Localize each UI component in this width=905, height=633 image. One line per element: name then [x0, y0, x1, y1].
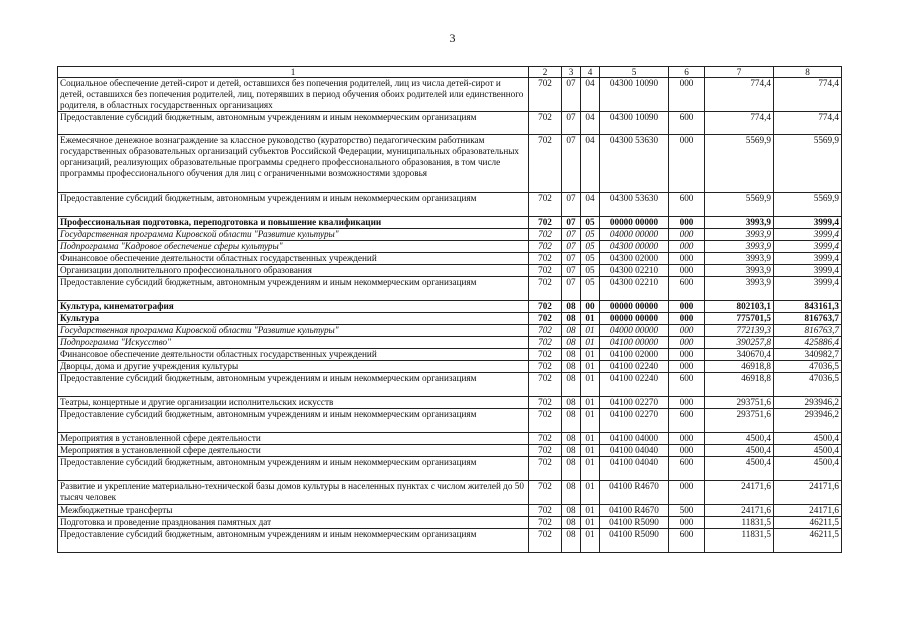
row-expense-type: 600 — [669, 193, 705, 217]
page-number: 3 — [449, 31, 456, 45]
row-expense-type: 000 — [669, 253, 705, 265]
row-section: 08 — [562, 301, 581, 313]
row-grbs: 702 — [529, 301, 562, 313]
row-expense-type: 000 — [669, 301, 705, 313]
row-name: Предоставление субсидий бюджетным, автономным учреждениям и иным некоммерческим организациям — [58, 457, 529, 481]
row-section: 07 — [562, 217, 581, 229]
row-sum-year2: 816763,7 — [774, 325, 842, 337]
row-grbs: 702 — [529, 277, 562, 301]
row-name: Финансовое обеспечение деятельности областных государственных учреждений — [58, 253, 529, 265]
row-section: 08 — [562, 457, 581, 481]
row-sum-year2: 843161,3 — [774, 301, 842, 313]
row-expense-type: 600 — [669, 277, 705, 301]
table-row — [58, 325, 842, 337]
row-section: 08 — [562, 445, 581, 457]
row-sum-year1: 4500,4 — [705, 445, 774, 457]
row-sum-year2: 24171,6 — [774, 505, 842, 517]
table-row — [58, 277, 842, 301]
row-subsection: 01 — [581, 529, 600, 553]
row-sum-year1: 24171,6 — [705, 505, 774, 517]
row-subsection: 05 — [581, 277, 600, 301]
row-sum-year2: 3999,4 — [774, 265, 842, 277]
row-target-article: 00000 00000 — [600, 313, 669, 325]
row-sum-year2: 3999,4 — [774, 277, 842, 301]
row-section: 08 — [562, 481, 581, 505]
row-section: 08 — [562, 397, 581, 409]
row-expense-type: 000 — [669, 397, 705, 409]
row-grbs: 702 — [529, 325, 562, 337]
row-section: 08 — [562, 373, 581, 397]
row-subsection: 01 — [581, 313, 600, 325]
row-subsection: 05 — [581, 253, 600, 265]
row-name: Подготовка и проведение празднования памятных дат — [58, 517, 529, 529]
row-sum-year2: 46211,5 — [774, 529, 842, 553]
table-row — [58, 481, 842, 505]
row-grbs: 702 — [529, 361, 562, 373]
row-sum-year1: 774,4 — [705, 112, 774, 135]
row-grbs: 702 — [529, 445, 562, 457]
row-target-article: 04100 02240 — [600, 361, 669, 373]
table-row — [58, 135, 842, 193]
row-sum-year2: 3999,4 — [774, 229, 842, 241]
row-subsection: 01 — [581, 373, 600, 397]
row-section: 08 — [562, 433, 581, 445]
row-name: Финансовое обеспечение деятельности областных государственных учреждений — [58, 349, 529, 361]
row-section: 07 — [562, 265, 581, 277]
row-name: Культура, кинематография — [58, 301, 529, 313]
row-target-article: 04100 R4670 — [600, 505, 669, 517]
row-section: 08 — [562, 337, 581, 349]
row-sum-year2: 5569,9 — [774, 135, 842, 193]
row-expense-type: 000 — [669, 78, 705, 112]
row-sum-year1: 802103,1 — [705, 301, 774, 313]
row-target-article: 04100 02270 — [600, 397, 669, 409]
row-section: 07 — [562, 229, 581, 241]
row-sum-year1: 775701,5 — [705, 313, 774, 325]
row-grbs: 702 — [529, 457, 562, 481]
row-name: Развитие и укрепление материально-технической базы домов культуры в населенных пунктах с числом жителей до 50 тысяч человек — [58, 481, 529, 505]
row-name: Организации дополнительного профессионального образования — [58, 265, 529, 277]
row-sum-year1: 46918,8 — [705, 361, 774, 373]
row-section: 07 — [562, 253, 581, 265]
row-grbs: 702 — [529, 505, 562, 517]
row-name: Социальное обеспечение детей-сирот и детей, оставшихся без попечения родителей, лиц из числа детей-сирот и детей, оставшихся без попечения родителей, лиц, потерявших в период обучения обоих родителей или единственного родителя, в областных государственных организациях — [58, 78, 529, 112]
row-target-article: 04300 02210 — [600, 277, 669, 301]
row-subsection: 01 — [581, 445, 600, 457]
table-row — [58, 253, 842, 265]
table-row — [58, 313, 842, 325]
table-row — [58, 505, 842, 517]
row-grbs: 702 — [529, 193, 562, 217]
row-grbs: 702 — [529, 529, 562, 553]
row-sum-year1: 774,4 — [705, 78, 774, 112]
row-sum-year1: 3993,9 — [705, 229, 774, 241]
row-sum-year1: 3993,9 — [705, 217, 774, 229]
row-sum-year2: 3999,4 — [774, 217, 842, 229]
row-target-article: 04100 02000 — [600, 349, 669, 361]
row-expense-type: 600 — [669, 457, 705, 481]
row-expense-type: 600 — [669, 409, 705, 433]
row-expense-type: 000 — [669, 361, 705, 373]
row-target-article: 04000 00000 — [600, 229, 669, 241]
row-expense-type: 000 — [669, 445, 705, 457]
row-target-article: 04100 04040 — [600, 457, 669, 481]
row-grbs: 702 — [529, 112, 562, 135]
row-target-article: 04300 53630 — [600, 193, 669, 217]
row-name: Дворцы, дома и другие учреждения культуры — [58, 361, 529, 373]
row-section: 08 — [562, 325, 581, 337]
row-section: 07 — [562, 78, 581, 112]
header-cell: 1 — [58, 67, 529, 78]
row-target-article: 00000 00000 — [600, 217, 669, 229]
row-section: 08 — [562, 505, 581, 517]
header-cell: 3 — [562, 67, 581, 78]
table-header-row — [58, 67, 842, 78]
row-sum-year1: 340670,4 — [705, 349, 774, 361]
row-name: Предоставление субсидий бюджетным, автономным учреждениям и иным некоммерческим организациям — [58, 193, 529, 217]
row-target-article: 04300 10090 — [600, 112, 669, 135]
row-sum-year2: 47036,5 — [774, 373, 842, 397]
row-name: Предоставление субсидий бюджетным, автономным учреждениям и иным некоммерческим организациям — [58, 409, 529, 433]
row-subsection: 05 — [581, 217, 600, 229]
row-grbs: 702 — [529, 349, 562, 361]
row-grbs: 702 — [529, 517, 562, 529]
row-name: Предоставление субсидий бюджетным, автономным учреждениям и иным некоммерческим организациям — [58, 529, 529, 553]
row-sum-year1: 46918,8 — [705, 373, 774, 397]
row-target-article: 04300 53630 — [600, 135, 669, 193]
table-row — [58, 409, 842, 433]
row-sum-year1: 24171,6 — [705, 481, 774, 505]
row-sum-year2: 425886,4 — [774, 337, 842, 349]
row-expense-type: 000 — [669, 433, 705, 445]
row-expense-type: 000 — [669, 337, 705, 349]
header-cell: 2 — [529, 67, 562, 78]
row-sum-year2: 293946,2 — [774, 409, 842, 433]
row-section: 07 — [562, 277, 581, 301]
row-sum-year2: 4500,4 — [774, 433, 842, 445]
row-grbs: 702 — [529, 229, 562, 241]
table-row — [58, 78, 842, 112]
table-row — [58, 457, 842, 481]
row-sum-year2: 774,4 — [774, 112, 842, 135]
budget-table — [57, 66, 842, 553]
row-grbs: 702 — [529, 265, 562, 277]
table-row — [58, 361, 842, 373]
row-sum-year2: 24171,6 — [774, 481, 842, 505]
row-subsection: 04 — [581, 78, 600, 112]
row-name: Мероприятия в установленной сфере деятельности — [58, 433, 529, 445]
row-target-article: 04100 02270 — [600, 409, 669, 433]
table-row — [58, 529, 842, 553]
row-target-article: 04300 02210 — [600, 265, 669, 277]
row-grbs: 702 — [529, 397, 562, 409]
row-section: 07 — [562, 193, 581, 217]
row-target-article: 04100 04040 — [600, 445, 669, 457]
row-target-article: 04100 00000 — [600, 337, 669, 349]
row-expense-type: 600 — [669, 529, 705, 553]
row-subsection: 01 — [581, 349, 600, 361]
row-grbs: 702 — [529, 78, 562, 112]
row-expense-type: 600 — [669, 112, 705, 135]
row-name: Ежемесячное денежное вознаграждение за классное руководство (кураторство) педагогическим работникам государственных образовательных организаций субъектов Российской Федерации, муниципальных образовательных организаций, реализующих образовательные программы среднего профессионального образования, в том числе программы профессионального обучения для лиц с ограниченными возможностями здоровья — [58, 135, 529, 193]
row-sum-year2: 5569,9 — [774, 193, 842, 217]
row-sum-year2: 816763,7 — [774, 313, 842, 325]
row-expense-type: 000 — [669, 481, 705, 505]
row-subsection: 04 — [581, 193, 600, 217]
row-target-article: 04300 10090 — [600, 78, 669, 112]
row-sum-year1: 5569,9 — [705, 193, 774, 217]
row-target-article: 04100 R4670 — [600, 481, 669, 505]
table-row — [58, 301, 842, 313]
row-name: Предоставление субсидий бюджетным, автономным учреждениям и иным некоммерческим организациям — [58, 112, 529, 135]
row-grbs: 702 — [529, 433, 562, 445]
row-sum-year1: 11831,5 — [705, 517, 774, 529]
row-subsection: 01 — [581, 397, 600, 409]
row-subsection: 05 — [581, 229, 600, 241]
row-sum-year1: 390257,8 — [705, 337, 774, 349]
row-expense-type: 000 — [669, 349, 705, 361]
row-name: Предоставление субсидий бюджетным, автономным учреждениям и иным некоммерческим организациям — [58, 373, 529, 397]
row-name: Мероприятия в установленной сфере деятельности — [58, 445, 529, 457]
header-cell: 8 — [774, 67, 842, 78]
header-cell: 7 — [705, 67, 774, 78]
row-subsection: 01 — [581, 517, 600, 529]
row-section: 07 — [562, 241, 581, 253]
row-subsection: 01 — [581, 337, 600, 349]
header-cell: 6 — [669, 67, 705, 78]
row-name: Предоставление субсидий бюджетным, автономным учреждениям и иным некоммерческим организациям — [58, 277, 529, 301]
row-target-article: 04100 02240 — [600, 373, 669, 397]
row-subsection: 01 — [581, 505, 600, 517]
row-sum-year1: 3993,9 — [705, 241, 774, 253]
row-sum-year1: 4500,4 — [705, 457, 774, 481]
row-expense-type: 000 — [669, 325, 705, 337]
row-sum-year1: 293751,6 — [705, 409, 774, 433]
row-target-article: 04100 R5090 — [600, 529, 669, 553]
row-grbs: 702 — [529, 135, 562, 193]
row-target-article: 04000 00000 — [600, 325, 669, 337]
table-row — [58, 397, 842, 409]
row-sum-year2: 46211,5 — [774, 517, 842, 529]
row-grbs: 702 — [529, 409, 562, 433]
row-expense-type: 000 — [669, 517, 705, 529]
row-expense-type: 000 — [669, 217, 705, 229]
row-grbs: 702 — [529, 373, 562, 397]
row-subsection: 01 — [581, 457, 600, 481]
table-row — [58, 517, 842, 529]
row-sum-year2: 4500,4 — [774, 445, 842, 457]
row-grbs: 702 — [529, 217, 562, 229]
row-section: 08 — [562, 313, 581, 325]
header-cell: 4 — [581, 67, 600, 78]
row-name: Профессиональная подготовка, переподготовка и повышение квалификации — [58, 217, 529, 229]
row-subsection: 05 — [581, 265, 600, 277]
row-name: Подпрограмма "Искусство" — [58, 337, 529, 349]
row-sum-year2: 340982,7 — [774, 349, 842, 361]
row-name: Подпрограмма "Кадровое обеспечение сферы культуры" — [58, 241, 529, 253]
row-subsection: 01 — [581, 361, 600, 373]
row-grbs: 702 — [529, 481, 562, 505]
row-expense-type: 000 — [669, 241, 705, 253]
row-grbs: 702 — [529, 313, 562, 325]
row-section: 08 — [562, 529, 581, 553]
row-grbs: 702 — [529, 337, 562, 349]
row-subsection: 01 — [581, 433, 600, 445]
table-row — [58, 193, 842, 217]
row-section: 07 — [562, 112, 581, 135]
row-section: 07 — [562, 135, 581, 193]
row-name: Межбюджетные трансферты — [58, 505, 529, 517]
row-expense-type: 000 — [669, 313, 705, 325]
row-subsection: 01 — [581, 409, 600, 433]
row-subsection: 04 — [581, 135, 600, 193]
row-subsection: 00 — [581, 301, 600, 313]
row-expense-type: 500 — [669, 505, 705, 517]
row-sum-year1: 772139,3 — [705, 325, 774, 337]
row-sum-year1: 3993,9 — [705, 277, 774, 301]
row-section: 08 — [562, 349, 581, 361]
row-sum-year1: 3993,9 — [705, 265, 774, 277]
table-row — [58, 217, 842, 229]
row-sum-year1: 293751,6 — [705, 397, 774, 409]
row-grbs: 702 — [529, 253, 562, 265]
row-subsection: 05 — [581, 241, 600, 253]
table-row — [58, 349, 842, 361]
row-sum-year2: 3999,4 — [774, 241, 842, 253]
row-target-article: 04300 02000 — [600, 253, 669, 265]
row-target-article: 04100 R5090 — [600, 517, 669, 529]
table-row — [58, 433, 842, 445]
row-sum-year2: 774,4 — [774, 78, 842, 112]
row-name: Государственная программа Кировской области "Развитие культуры" — [58, 229, 529, 241]
row-sum-year1: 3993,9 — [705, 253, 774, 265]
row-target-article: 00000 00000 — [600, 301, 669, 313]
row-sum-year2: 4500,4 — [774, 457, 842, 481]
table-row — [58, 265, 842, 277]
table-row — [58, 337, 842, 349]
row-expense-type: 000 — [669, 135, 705, 193]
row-sum-year1: 11831,5 — [705, 529, 774, 553]
row-sum-year2: 47036,5 — [774, 361, 842, 373]
row-expense-type: 600 — [669, 373, 705, 397]
row-subsection: 01 — [581, 481, 600, 505]
table-row — [58, 229, 842, 241]
row-sum-year2: 3999,4 — [774, 253, 842, 265]
row-subsection: 04 — [581, 112, 600, 135]
row-sum-year2: 293946,2 — [774, 397, 842, 409]
header-cell: 5 — [600, 67, 669, 78]
table-row — [58, 112, 842, 135]
row-sum-year1: 5569,9 — [705, 135, 774, 193]
row-grbs: 702 — [529, 241, 562, 253]
row-name: Культура — [58, 313, 529, 325]
row-expense-type: 000 — [669, 229, 705, 241]
row-sum-year1: 4500,4 — [705, 433, 774, 445]
table-row — [58, 241, 842, 253]
row-target-article: 04100 04000 — [600, 433, 669, 445]
row-expense-type: 000 — [669, 265, 705, 277]
row-name: Театры, концертные и другие организации исполнительских искусств — [58, 397, 529, 409]
row-subsection: 01 — [581, 325, 600, 337]
row-section: 08 — [562, 409, 581, 433]
row-section: 08 — [562, 517, 581, 529]
row-section: 08 — [562, 361, 581, 373]
table-row — [58, 445, 842, 457]
table-row — [58, 373, 842, 397]
row-target-article: 04300 00000 — [600, 241, 669, 253]
row-name: Государственная программа Кировской области "Развитие культуры" — [58, 325, 529, 337]
